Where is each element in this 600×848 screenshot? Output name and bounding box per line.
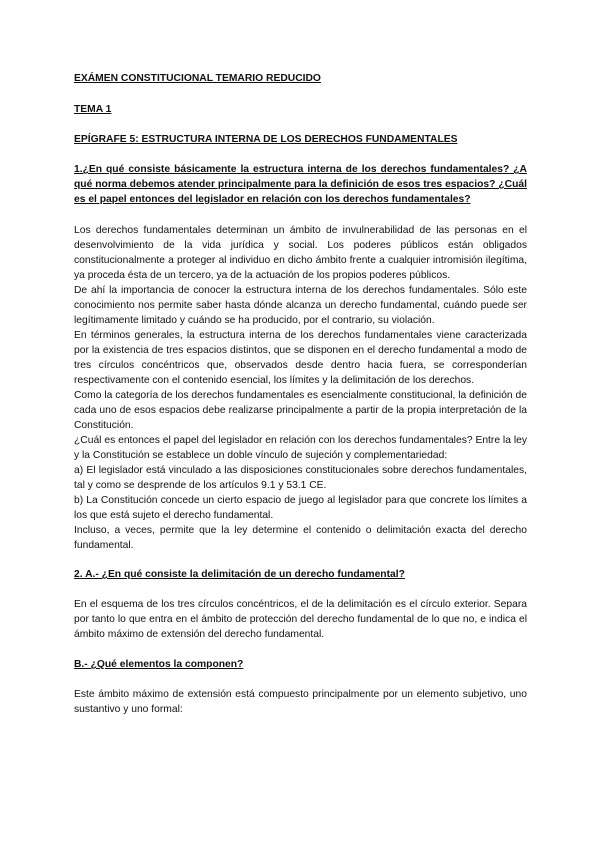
tema-heading: TEMA 1 (74, 104, 112, 115)
document-title: EXÁMEN CONSTITUCIONAL TEMARIO REDUCIDO (74, 73, 321, 84)
answer-2a: En el esquema de los tres círculos concéntricos, el de la delimitación es el círculo exterior. Separa por tanto lo que entra en el ámbito de protección del derecho fundamental de lo que no, e indica el ámbito máximo de extensión del derecho fundamental. (74, 599, 527, 640)
answer-1-paragraph: b) La Constitución concede un cierto espacio de juego al legislador para que concrete los límites a los que está sujeto el derecho fundamental. (74, 495, 527, 521)
question-1: 1.¿En qué consiste básicamente la estructura interna de los derechos fundamentales? ¿A qué norma debemos atender principalmente para la definición de esos tres espacios? ¿Cuál es el papel entonces del legislador en relación con los derechos fundamentales? (74, 164, 527, 205)
answer-1-paragraph: a) El legislador está vinculado a las disposiciones constitucionales sobre derechos fundamentales, tal y como se desprende de los artículos 9.1 y 53.1 CE. (74, 465, 527, 491)
answer-1-paragraph: Como la categoría de los derechos fundamentales es esencialmente constitucional, la definición de cada uno de esos espacios debe realizarse principalmente a partir de la propia interpretación de la Constitución. (74, 390, 527, 431)
answer-1-paragraph: Incluso, a veces, permite que la ley determine el contenido o delimitación exacta del derecho fundamental. (74, 525, 527, 551)
answer-1-paragraph: En términos generales, la estructura interna de los derechos fundamentales viene caracterizada por la existencia de tres espacios distintos, que se disponen en el derecho fundamental a modo de tres círculos concéntricos que, observados desde dentro hacia fuera, se corresponderían respectivamente con el contenido esencial, los límites y la delimitación de los derechos. (74, 330, 527, 386)
answer-1-paragraph: ¿Cuál es entonces el papel del legislador en relación con los derechos fundamentales? Entre la ley y la Constitución se establece un doble vínculo de sujeción y complementariedad: (74, 435, 527, 461)
answer-1-paragraph: Los derechos fundamentales determinan un ámbito de invulnerabilidad de las personas en el desenvolvimiento de la vida jurídica y social. Los poderes públicos están obligados constitucionalmente a proteger al individuo en dicho ámbito frente a cualquier intromisión ilegítima, ya proceda ésta de un tercero, ya de la actuación de los propios poderes públicos. (74, 225, 527, 281)
question-2a: 2. A.- ¿En qué consiste la delimitación de un derecho fundamental? (74, 569, 405, 580)
question-2b: B.- ¿Qué elementos la componen? (74, 659, 244, 670)
epigrafe-heading: EPÍGRAFE 5: ESTRUCTURA INTERNA DE LOS DERECHOS FUNDAMENTALES (74, 134, 458, 145)
answer-1-paragraph: De ahí la importancia de conocer la estructura interna de los derechos fundamentales. Sólo este conocimiento nos permite saber hasta dónde alcanza un derecho fundamental, cuándo puede ser legítimamente limitado y cuándo se ha producido, por el contrario, su violación. (74, 285, 527, 326)
answer-2b: Este ámbito máximo de extensión está compuesto principalmente por un elemento subjetivo, uno sustantivo y uno formal: (74, 689, 527, 715)
answer-1 (74, 223, 527, 553)
